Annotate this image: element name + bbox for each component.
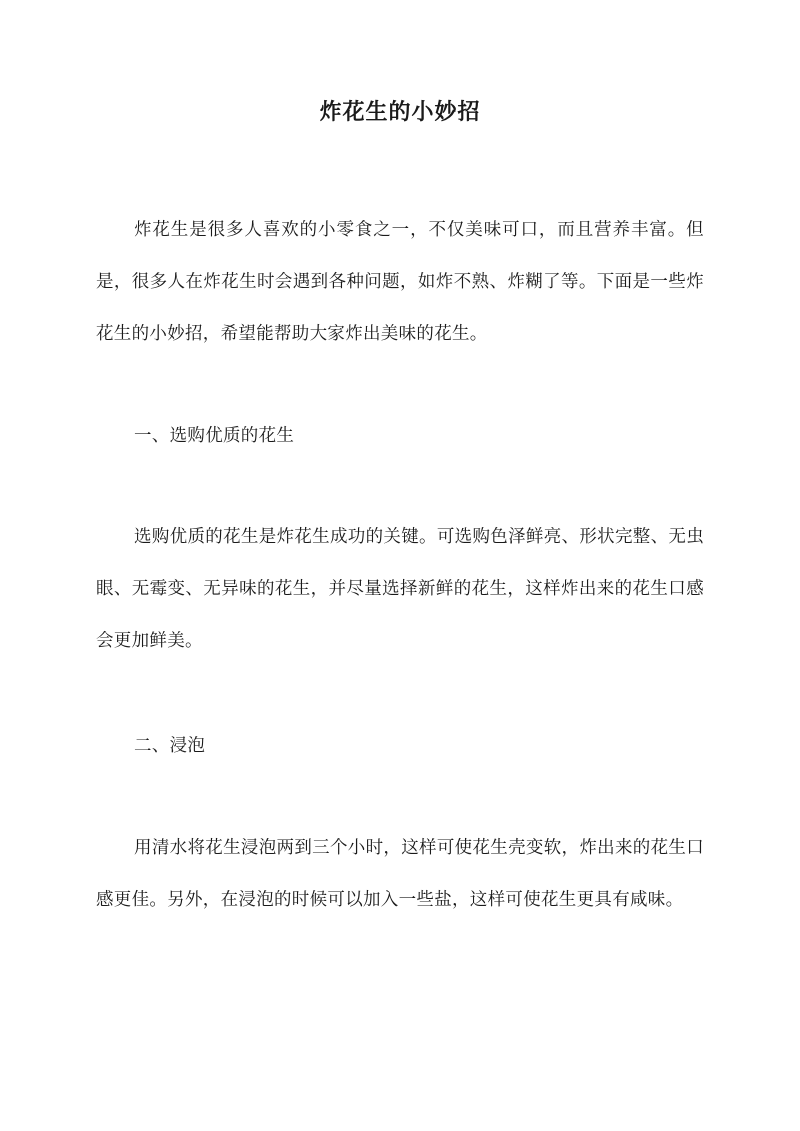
document-title: 炸花生的小妙招 bbox=[319, 99, 481, 125]
intro-paragraph: 炸花生是很多人喜欢的小零食之一，不仅美味可口，而且营养丰富。但是，很多人在炸花生时会遇到各种问题，如炸不熟、炸糊了等。下面是一些炸花生的小妙招，希望能帮助大家炸出美味的花生。 bbox=[96, 220, 704, 344]
section-heading-soaking: 二、浸泡 bbox=[134, 736, 206, 756]
section-body-selection: 选购优质的花生是炸花生成功的关键。可选购色泽鲜亮、形状完整、无虫眼、无霉变、无异味的花生，并尽量选择新鲜的花生，这样炸出来的花生口感会更加鲜美。 bbox=[96, 527, 704, 651]
section-heading-selection: 一、选购优质的花生 bbox=[134, 426, 295, 446]
section-body-soaking: 用清水将花生浸泡两到三个小时，这样可使花生壳变软，炸出来的花生口感更佳。另外，在浸泡的时候可以加入一些盐，这样可使花生更具有咸味。 bbox=[96, 838, 704, 910]
